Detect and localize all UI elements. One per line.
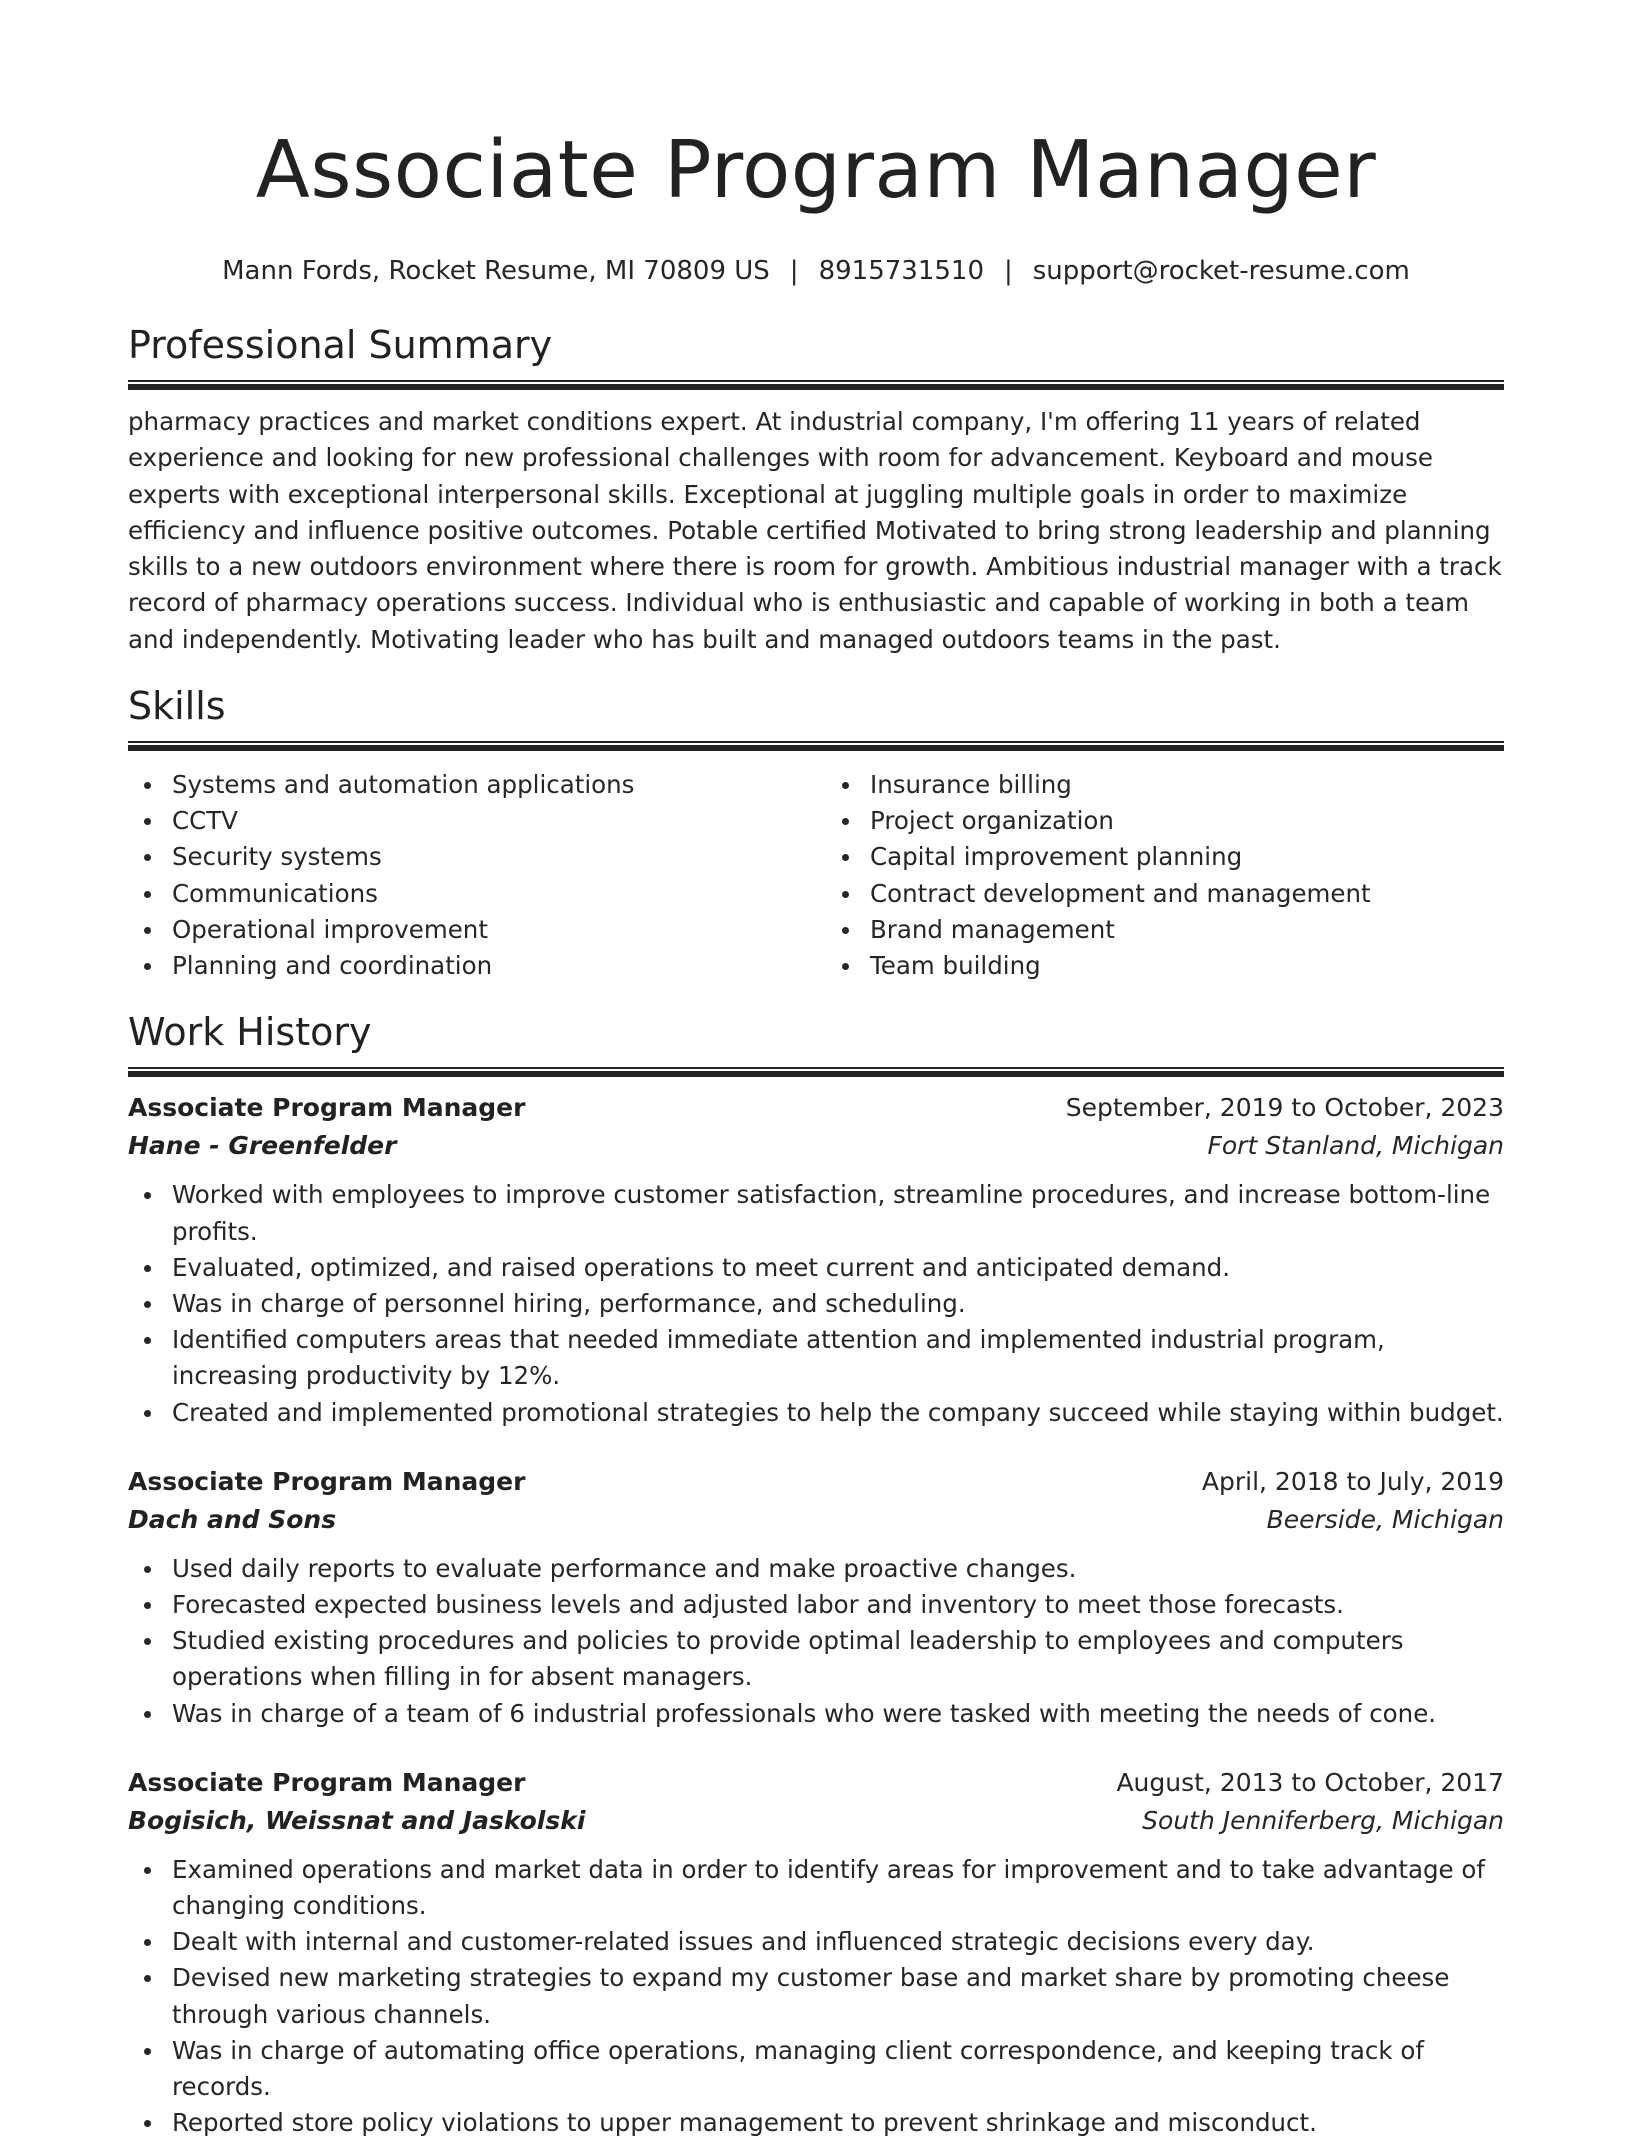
job-bullets [128, 1551, 1504, 1732]
job-bullet: Used daily reports to evaluate performance and make proactive changes. [128, 1551, 1504, 1587]
contact-phone: 8915731510 [818, 256, 984, 286]
summary-text: pharmacy practices and market conditions expert. At industrial company, I'm offering 11 years of related experience and looking for new professional challenges with room for advancement. Keyboard and mouse experts with exceptional interpersonal skills. Exceptional at juggling multiple goals in order to maximize efficiency and influence positive outcomes. Potable certified Motivated to bring strong leadership and planning skills to a new outdoors environment where there is room for growth. Ambitious industrial manager with a track record of pharmacy operations success. Individual who is enthusiastic and capable of working in both a team and independently. Motivating leader who has built and managed outdoors teams in the past. [128, 407, 1502, 654]
job-location: South Jenniferberg, Michigan [1142, 1805, 1504, 1835]
job-title: Associate Program Manager [128, 1466, 526, 1496]
contact-address: Mann Fords, Rocket Resume, MI 70809 US [222, 256, 770, 286]
job-company: Dach and Sons [128, 1504, 337, 1534]
job-title: Associate Program Manager [128, 1093, 526, 1123]
skill-item: Systems and automation applications [128, 767, 816, 803]
job-bullet: Dealt with internal and customer-related issues and influenced strategic decisions every day. [128, 1924, 1504, 1960]
job-bullet: Examined operations and market data in order to identify areas for improvement and to take advantage of changing conditions. [128, 1852, 1504, 1924]
job-company: Bogisich, Weissnat and Jaskolski [128, 1805, 586, 1835]
work-section [128, 1008, 1504, 2141]
job-bullet: Was in charge of automating office operations, managing client correspondence, and keeping track of records. [128, 2033, 1504, 2105]
skill-item: CCTV [128, 803, 816, 839]
work-heading: Work History [128, 1010, 372, 1055]
job-bullet: Was in charge of personnel hiring, performance, and scheduling. [128, 1286, 1504, 1322]
job-bullets [128, 1852, 1504, 2141]
job-location: Fort Stanland, Michigan [1207, 1131, 1504, 1161]
job-entry [128, 1089, 1504, 1430]
job-bullets [128, 1177, 1504, 1430]
job-bullet: Was in charge of a team of 6 industrial professionals who were tasked with meeting the needs of cone. [128, 1696, 1504, 1732]
section-divider [128, 1067, 1504, 1077]
skill-item: Insurance billing [826, 767, 1504, 803]
contact-line [128, 253, 1504, 289]
skill-item: Brand management [826, 912, 1504, 948]
skill-item: Contract development and management [826, 876, 1504, 912]
skill-item: Operational improvement [128, 912, 816, 948]
job-dates: April, 2018 to July, 2019 [1201, 1466, 1504, 1496]
skills-list-left [128, 767, 816, 984]
job-location: Beerside, Michigan [1266, 1504, 1504, 1534]
skill-item: Planning and coordination [128, 948, 816, 984]
job-bullet: Reported store policy violations to upper management to prevent shrinkage and misconduct. [128, 2105, 1504, 2141]
skills-heading: Skills [128, 684, 226, 729]
summary-heading: Professional Summary [128, 323, 553, 367]
job-bullet: Evaluated, optimized, and raised operations to meet current and anticipated demand. [128, 1250, 1504, 1286]
contact-separator: | [789, 256, 799, 286]
skills-columns [128, 767, 1504, 984]
skill-item: Security systems [128, 839, 816, 875]
section-divider [128, 380, 1504, 390]
contact-email: support@rocket-resume.com [1032, 256, 1410, 286]
job-bullet: Forecasted expected business levels and adjusted labor and inventory to meet those forecasts. [128, 1587, 1504, 1623]
resume-name: Associate Program Manager [255, 124, 1377, 216]
job-bullet: Worked with employees to improve customer satisfaction, streamline procedures, and increase bottom-line profits. [128, 1177, 1504, 1249]
job-bullet: Studied existing procedures and policies to provide optimal leadership to employees and computers operations when filling in for absent managers. [128, 1623, 1504, 1695]
skill-item: Communications [128, 876, 816, 912]
job-bullet: Created and implemented promotional strategies to help the company succeed while staying within budget. [128, 1395, 1504, 1431]
skill-item: Team building [826, 948, 1504, 984]
job-dates: August, 2013 to October, 2017 [1116, 1767, 1504, 1797]
summary-section [128, 321, 1504, 658]
job-company: Hane - Greenfelder [128, 1131, 397, 1161]
skills-list-right [816, 767, 1504, 984]
job-entry [128, 1463, 1504, 1732]
job-entry [128, 1764, 1504, 2141]
skills-section [128, 682, 1504, 984]
job-bullet: Devised new marketing strategies to expand my customer base and market share by promoting cheese through various channels. [128, 1960, 1504, 2032]
skill-item: Capital improvement planning [826, 839, 1504, 875]
job-dates: September, 2019 to October, 2023 [1065, 1093, 1504, 1123]
job-title: Associate Program Manager [128, 1767, 526, 1797]
job-bullet: Identified computers areas that needed immediate attention and implemented industrial program, increasing productivity by 12%. [128, 1322, 1504, 1394]
skill-item: Project organization [826, 803, 1504, 839]
contact-separator: | [1003, 256, 1013, 286]
section-divider [128, 741, 1504, 751]
